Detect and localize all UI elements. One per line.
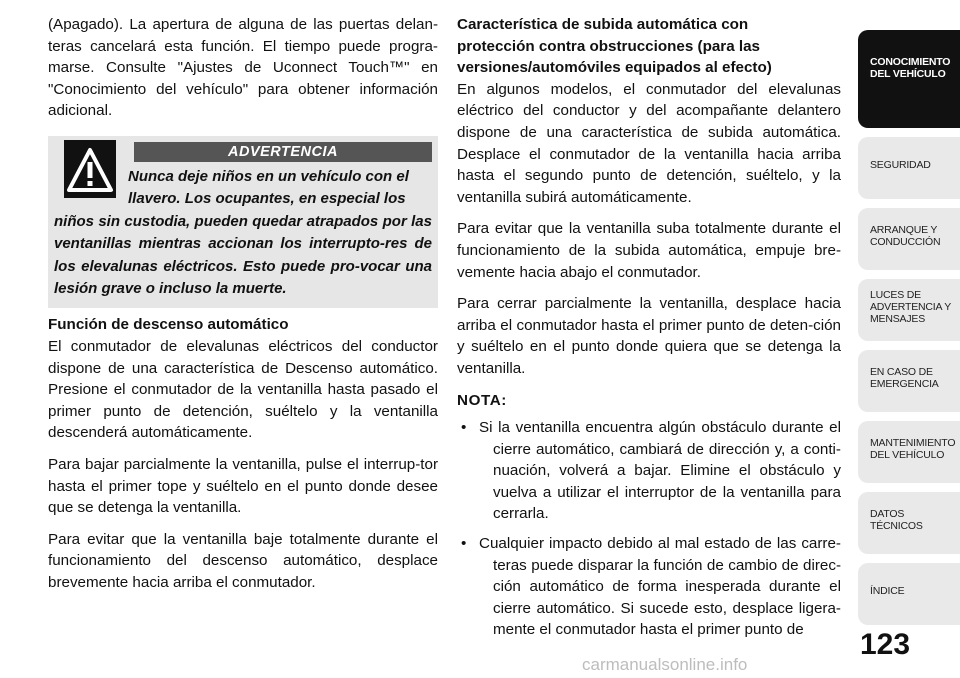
tab-arranque[interactable]: [858, 208, 960, 270]
tab-label-line: ÍNDICE: [870, 585, 905, 597]
paragraph-subida-2: Para evitar que la ventanilla suba totalmente durante el funcionamiento de la subida automática, empuje bre-vemente hacia abajo el conmutador.: [457, 220, 841, 281]
paragraph-descenso-2: Para bajar parcialmente la ventanilla, pulse el interrup-tor hasta el primer tope y suéltelo en el punto donde desee que se detenga la ventanilla.: [48, 455, 438, 517]
chapter-tabs: [858, 30, 960, 634]
note-label: NOTA:: [457, 391, 507, 409]
note-bullet-2: • Cualquier impacto debido al mal estado de las carre-teras puede disparar la función de cambio de direc-ción automático de forma inesperada durante el cierre automático. Si sucede esto, desplace ligera-mente el conmutador hasta el primer punto de: [479, 535, 841, 639]
paragraph-subida-3: Para cerrar parcialmente la ventanilla, desplace hacia arriba el conmutador hasta el primer punto de deten-ción y suéltelo en el punto donde quiera que se detenga la ventanilla.: [457, 295, 841, 377]
note-list: [457, 417, 841, 641]
warning-rest: niños sin custodia, pueden quedar atrapados por las ventanillas mientras accionan los interrupto-res de los elevalunas eléctricos. Esto puede pro-vocar una lesión grave o incluso la muerte.: [54, 212, 432, 297]
tab-luces[interactable]: [858, 279, 960, 341]
tab-conocimiento[interactable]: [858, 30, 960, 128]
tab-label-line: MANTENIMIENTO: [870, 437, 956, 449]
page-number: 123: [860, 628, 911, 661]
right-column: [457, 14, 841, 649]
tab-label-line: ADVERTENCIA Y: [870, 301, 952, 313]
warning-triangle-icon: [64, 140, 116, 198]
paragraph-subida-1: En algunos modelos, el conmutador del elevalunas eléctrico del conductor y del acompañante delantero dispone de una característica de subida automática. Desplace el conmutador de la ventanilla hacia arriba hasta el segundo punto de detención, suéltelo, y la ventanilla subirá automáticamente.: [457, 80, 841, 206]
warning-line-2: llavero. Los ocupantes, en especial los: [128, 190, 406, 208]
watermark: carmanualsonline.info: [582, 655, 748, 674]
tab-label-line: LUCES DE: [870, 289, 921, 301]
tab-mantenimiento[interactable]: [858, 421, 960, 483]
tab-label-line: DATOS: [870, 508, 905, 520]
tab-label-line: EN CASO DE: [870, 366, 933, 378]
section-heading-subida-2: protección contra obstrucciones (para las: [457, 37, 760, 55]
tab-label-line: CONDUCCIÓN: [870, 236, 941, 248]
tab-emergencia[interactable]: [858, 350, 960, 412]
list-item: [457, 417, 841, 525]
tab-label-line: TÉCNICOS: [870, 520, 923, 532]
left-column: [48, 14, 438, 604]
tab-label-line: ARRANQUE Y: [870, 224, 938, 236]
paragraph-descenso-3: Para evitar que la ventanilla baje totalmente durante el funcionamiento del descenso automático, desplace brevemente hacia arriba el conmutador.: [48, 530, 438, 591]
tab-label-line: DEL VEHÍCULO: [870, 68, 946, 80]
tab-seguridad[interactable]: [858, 137, 960, 199]
list-item: [457, 533, 841, 641]
paragraph-descenso-1: El conmutador de elevalunas eléctricos del conductor dispone de una característica de Descenso automático. Presione el conmutador de la ventanilla hasta pasado el primer punto de detención, suéltelo y la ventanilla descenderá automáticamente.: [48, 338, 438, 442]
tab-label-line: EMERGENCIA: [870, 378, 939, 390]
tab-label-line: MENSAJES: [870, 313, 925, 325]
section-heading-subida-3: versiones/automóviles equipados al efecto): [457, 59, 772, 77]
warning-box: [48, 136, 438, 308]
tab-label-line: CONOCIMIENTO: [870, 56, 951, 68]
tab-label-line: DEL VEHÍCULO: [870, 449, 945, 461]
section-heading-subida-1: Característica de subida automática con: [457, 16, 749, 33]
tab-indice[interactable]: [858, 563, 960, 625]
intro-paragraph: (Apagado). La apertura de alguna de las puertas delan-teras cancelará esta función. El tiempo puede progra-marse. Consulte "Ajustes de Uconnect Touch™" en "Conocimiento del vehículo" para obtener información adicional.: [48, 16, 438, 120]
note-bullet-1: • Si la ventanilla encuentra algún obstáculo durante el cierre automático, cambiará de dirección y, a conti-nuación, volverá a bajar. Elimine el obstáculo y vuelva a utilizar el interruptor de la ventanilla para cerrarla.: [479, 419, 841, 523]
warning-title: ADVERTENCIA: [134, 142, 432, 162]
tab-label-line: SEGURIDAD: [870, 159, 931, 171]
tab-datos[interactable]: [858, 492, 960, 554]
section-heading-descenso: Función de descenso automático: [48, 316, 289, 334]
warning-line-1: Nunca deje niños en un vehículo con el: [128, 167, 409, 185]
